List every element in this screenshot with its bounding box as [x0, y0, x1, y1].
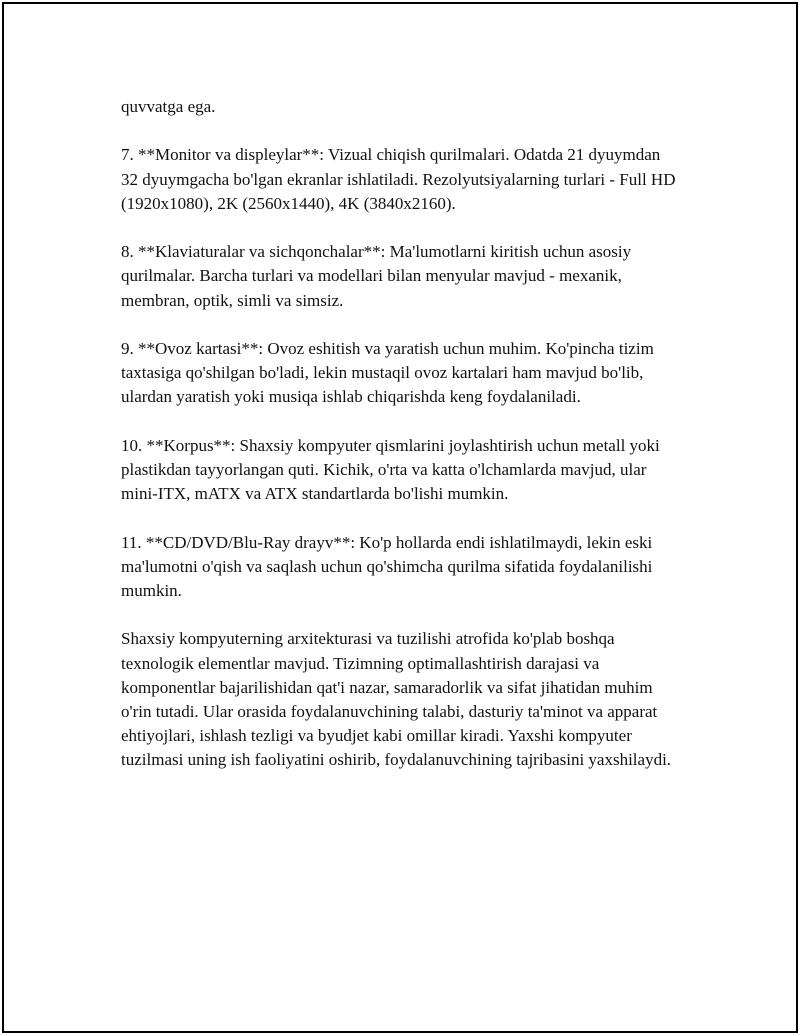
paragraph-item-11-optical-drive: 11. **CD/DVD/Blu-Ray drayv**: Ko'p hollarda endi ishlatilmaydi, lekin eski ma'lumotni o'qish va saqlash uchun qo'shimcha qurilma sifatida foydalanilishi mumkin. [121, 532, 653, 600]
document-page [2, 2, 798, 1033]
paragraph-continuation: quvvatga ega. [121, 97, 216, 116]
paragraph-item-8-keyboards-mice: 8. **Klaviaturalar va sichqonchalar**: Ma'lumotlarni kiritish uchun asosiy qurilmalar. Barcha turlari va modellari bilan menyular mavjud - mexanik, membran, optik, simli va simsiz. [121, 242, 632, 310]
paragraph-conclusion: Shaxsiy kompyuterning arxitekturasi va tuzilishi atrofida ko'plab boshqa texnologik elementlar mavjud. Tizimning optimallashtirish darajasi va komponentlar bajarilishidan qat'i nazar, samaradorlik va sifat jihatidan muhim o'rin tutadi. Ular orasida foydalanuvchining talabi, dasturiy ta'minot va apparat ehtiyojlari, ishlash tezligi va byudjet kabi omillar kiradi. Yaxshi kompyuter tuzilmasi uning ish faoliyatini oshirib, foydalanuvchining tajribasini yaxshilaydi. [121, 629, 672, 770]
paragraph-item-9-sound-card: 9. **Ovoz kartasi**: Ovoz eshitish va yaratish uchun muhim. Ko'pincha tizim taxtasiga qo'shilgan bo'ladi, lekin mustaqil ovoz kartalari ham mavjud bo'lib, ulardan yaratish yoki musiqa ishlab chiqarishda keng foydalaniladi. [121, 338, 654, 407]
document-body [121, 95, 681, 797]
paragraph-item-10-case: 10. **Korpus**: Shaxsiy kompyuter qismlarini joylashtirish uchun metall yoki plastikdan tayyorlangan quti. Kichik, o'rta va katta o'lchamlarda mavjud, ular mini-ITX, mATX va ATX standartlarda bo'lishi mumkin. [121, 435, 660, 504]
paragraph-item-7-monitors: 7. **Monitor va displeylar**: Vizual chiqish qurilmalari. Odatda 21 dyuymdan 32 dyuymgacha bo'lgan ekranlar ishlatiladi. Rezolyutsiyalarning turlari - Full HD (1920x1080), 2K (2560x1440), 4K (3840x2160). [121, 145, 676, 213]
